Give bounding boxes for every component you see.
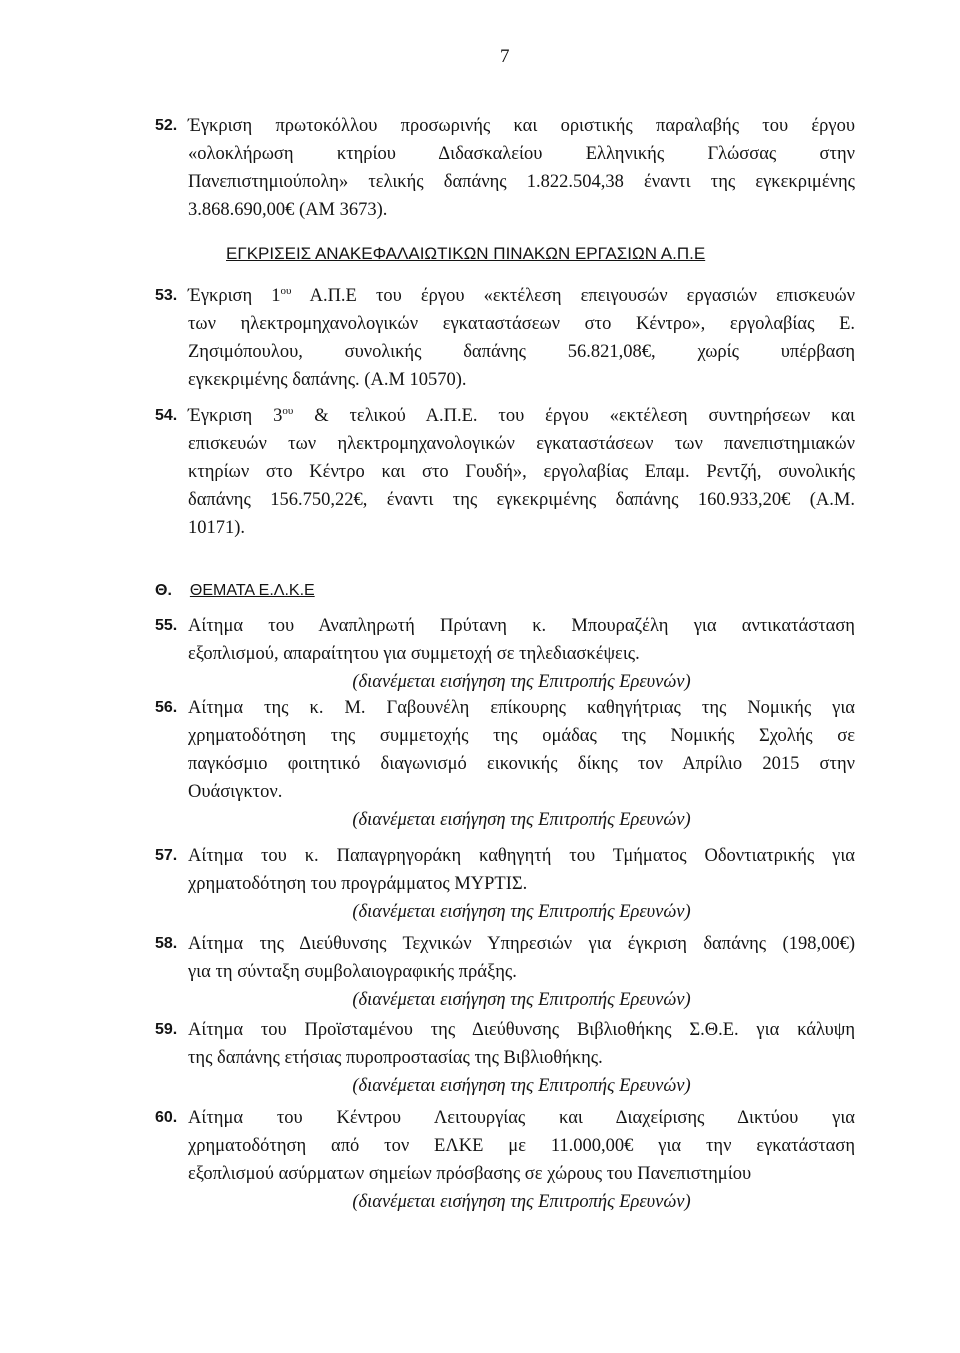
item-text-line: παγκόσμιο φοιτητικό διαγωνισμό εικονικής δίκης τον Απρίλιο 2015 στην xyxy=(188,754,855,774)
item-text-line: Αίτημα του κ. Παπαγρηγοράκη καθηγητή του Τμήματος Οδοντιατρικής για xyxy=(188,846,855,866)
item-text-line: Έγκριση $1^{o\upsilon}$ Α.Π.Ε του έργου «εκτέλεση επειγουσών εργασιών επισκευών xyxy=(188,284,855,306)
agenda-item-56 xyxy=(155,694,855,834)
item-text-line: Ουάσιγκτον. xyxy=(188,782,283,802)
item-text-line: Ζησιμόπουλου, συνολικής δαπάνης 56.821,08€, χωρίς υπέρβαση xyxy=(188,342,855,362)
item-text-line: Αίτημα της κ. Μ. Γαβουνέλη επίκουρης καθηγήτριας της Νομικής για xyxy=(188,698,855,718)
committee-note: (διανέμεται εισήγηση της Επιτροπής Ερευνών) xyxy=(352,810,691,830)
item-text-line: 3.868.690,00€ (ΑΜ 3673). xyxy=(188,200,388,220)
page-number: 7 xyxy=(500,46,510,67)
item-text-line: Αίτημα του Κέντρου Λειτουργίας και Διαχείρισης Δικτύου για xyxy=(188,1108,855,1128)
item-number: 54. xyxy=(155,407,178,424)
item-text-line: Πανεπιστημιούπολη» τελικής δαπάνης 1.822.504,38 έναντι της εγκεκριμένης xyxy=(188,172,855,192)
committee-note: (διανέμεται εισήγηση της Επιτροπής Ερευνών) xyxy=(352,990,691,1010)
committee-note: (διανέμεται εισήγηση της Επιτροπής Ερευνών) xyxy=(352,1076,691,1096)
item-text-line: 10171). xyxy=(188,518,246,538)
section-title: ΘΕΜΑΤΑ Ε.Λ.Κ.Ε xyxy=(189,582,315,599)
agenda-item-59 xyxy=(155,1016,855,1100)
item-text-line: Αίτημα του Προϊσταμένου της Διεύθυνσης Βιβλιοθήκης Σ.Θ.Ε. για κάλυψη xyxy=(188,1020,855,1040)
item-text-line: «ολοκλήρωση κτηρίου Διδασκαλείου Ελληνικής Γλώσσας στην xyxy=(188,144,855,164)
committee-note: (διανέμεται εισήγηση της Επιτροπής Ερευνών) xyxy=(352,1192,691,1212)
item-text-line: των ηλεκτρομηχανολογικών εγκαταστάσεων στο Κέντρο», εργολαβίας Ε. xyxy=(188,314,855,334)
item-text-line: Αίτημα του Αναπληρωτή Πρύτανη κ. Μπουραζέλη για αντικατάσταση xyxy=(188,616,855,636)
section-heading-egkriseis: ΕΓΚΡΙΣΕΙΣ ΑΝΑΚΕΦΑΛΑΙΩΤΙΚΩΝ ΠΙΝΑΚΩΝ ΕΡΓΑΣΙΩΝ Α.Π.Ε xyxy=(226,244,706,263)
item-text-line: της δαπάνης ετήσιας πυροπροστασίας της Βιβλιοθήκης. xyxy=(188,1048,603,1068)
agenda-item-60 xyxy=(155,1104,855,1216)
item-text-line: Έγκριση πρωτοκόλλου προσωρινής και οριστικής παραλαβής του έργου xyxy=(188,116,855,136)
item-text-line: χρηματοδότηση από τον ΕΛΚΕ με 11.000,00€ για την εγκατάσταση xyxy=(188,1136,855,1156)
item-text-line: επισκευών των ηλεκτρομηχανολογικών εγκαταστάσεων των πανεπιστημιακών xyxy=(188,434,855,454)
item-number: 59. xyxy=(155,1021,178,1038)
item-text-line: για τη σύνταξη συμβολαιογραφικής πράξης. xyxy=(188,962,517,982)
item-text-line: κτηρίων στο Κέντρο και στο Γουδή», εργολαβίας Επαμ. Ρεντζή, συνολικής xyxy=(188,462,855,482)
agenda-item-57 xyxy=(155,842,855,926)
committee-note: (διανέμεται εισήγηση της Επιτροπής Ερευνών) xyxy=(352,902,691,922)
item-number: 52. xyxy=(155,117,178,134)
agenda-item-54 xyxy=(155,402,855,542)
section-label: Θ. xyxy=(155,582,172,599)
agenda-item-52 xyxy=(155,112,855,224)
item-text-line: εγκεκριμένης δαπάνης. (Α.Μ 10570). xyxy=(188,370,467,390)
item-text-line: εξοπλισμού ασύρματων σημείων πρόσβασης σε χώρους του Πανεπιστημίου xyxy=(188,1164,752,1184)
item-number: 60. xyxy=(155,1109,178,1126)
committee-note: (διανέμεται εισήγηση της Επιτροπής Ερευνών) xyxy=(352,672,691,692)
item-text-line: χρηματοδότηση της συμμετοχής της ομάδας της Νομικής Σχολής σε xyxy=(188,726,855,746)
item-text-line: δαπάνης 156.750,22€, έναντι της εγκεκριμένης δαπάνης 160.933,20€ (Α.Μ. xyxy=(188,490,855,510)
item-text-line: Αίτημα της Διεύθυνσης Τεχνικών Υπηρεσιών για έγκριση δαπάνης (198,00€) xyxy=(188,934,855,954)
item-number: 55. xyxy=(155,617,178,634)
agenda-item-55 xyxy=(155,612,855,696)
item-number: 58. xyxy=(155,935,178,952)
agenda-item-53 xyxy=(155,282,855,394)
item-number: 53. xyxy=(155,287,178,304)
item-text-line: χρηματοδότηση του προγράμματος ΜΥΡΤΙΣ. xyxy=(188,874,528,894)
section-heading-themata xyxy=(155,582,315,600)
agenda-item-58 xyxy=(155,930,855,1014)
item-text-line: εξοπλισμού, απαραίτητου για συμμετοχή σε τηλεδιασκέψεις. xyxy=(188,644,640,664)
item-text-line: Έγκριση $3^{o\upsilon}$ & τελικού Α.Π.Ε. του έργου «εκτέλεση συντηρήσεων και xyxy=(188,404,855,426)
item-number: 57. xyxy=(155,847,178,864)
item-number: 56. xyxy=(155,699,178,716)
